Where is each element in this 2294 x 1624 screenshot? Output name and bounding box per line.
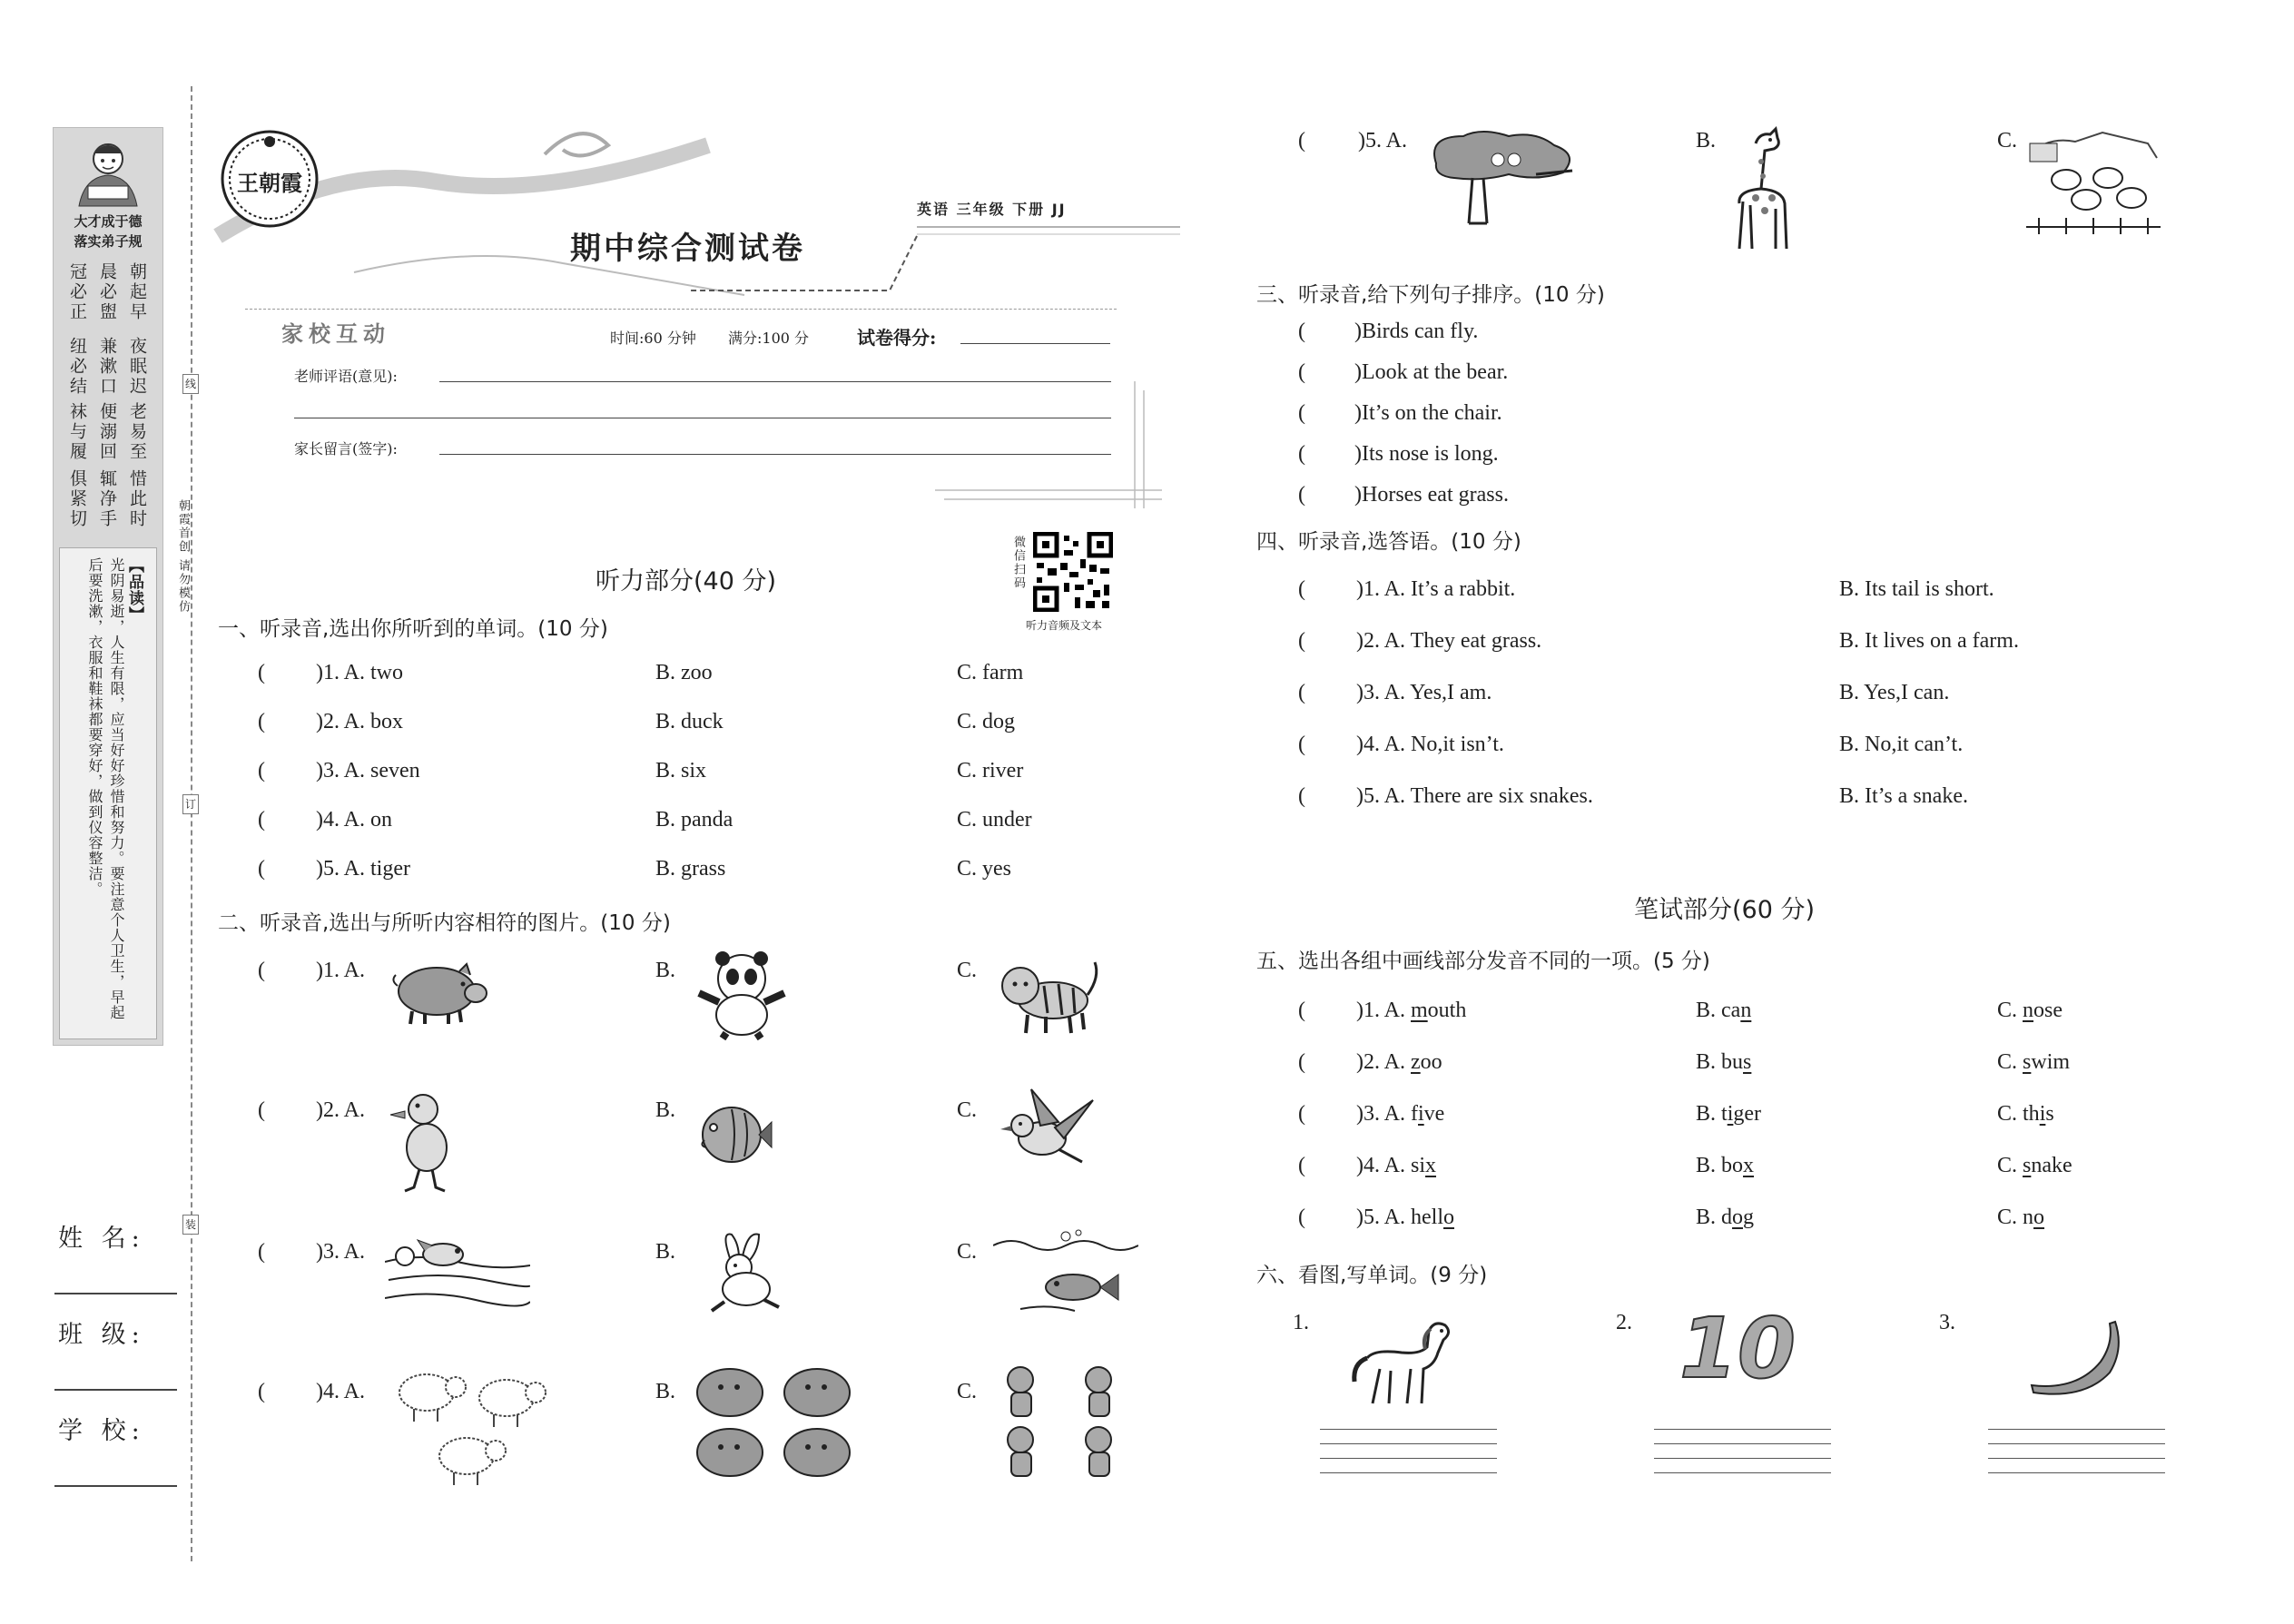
time-info: 时间:60 分钟 <box>610 330 696 347</box>
s1-q5-a[interactable]: )5. A. tiger <box>316 857 410 881</box>
score-field[interactable] <box>960 343 1110 344</box>
s5-q2-b[interactable]: B. bus <box>1696 1050 1752 1074</box>
cut-line <box>191 86 192 1561</box>
s2-q4-b[interactable]: B. <box>655 1380 676 1403</box>
s3-item[interactable]: )Look at the bear. <box>1354 360 1509 384</box>
giraffe-icon[interactable] <box>1719 125 1801 252</box>
brand-name: 王朝霞 <box>237 170 302 196</box>
s5-q2-a[interactable]: )2. A. zoo <box>1356 1050 1442 1074</box>
class-field[interactable] <box>54 1389 177 1391</box>
bird-icon[interactable] <box>995 1086 1095 1173</box>
s4-q3-a[interactable]: )3. A. Yes,I am. <box>1356 681 1492 704</box>
paren-open: ( <box>1298 629 1305 653</box>
answer-line[interactable] <box>1320 1472 1497 1473</box>
birds-in-tree-icon[interactable] <box>1427 127 1581 227</box>
four-monkeys-icon[interactable] <box>997 1360 1124 1483</box>
paren-open: ( <box>1298 999 1305 1022</box>
answer-line[interactable] <box>1988 1429 2165 1430</box>
s1-q5-c[interactable]: C. yes <box>957 857 1011 881</box>
s1-q4-c[interactable]: C. under <box>957 808 1032 832</box>
s1-q4-a[interactable]: )4. A. on <box>316 808 392 832</box>
tiger-icon[interactable] <box>993 950 1102 1037</box>
home-school-badge: 家校互动 <box>281 321 390 347</box>
swimming-dog-icon[interactable] <box>385 1235 530 1313</box>
answer-line[interactable] <box>1988 1443 2165 1444</box>
score-label: 试卷得分: <box>857 327 937 349</box>
paren-open: ( <box>258 1240 265 1264</box>
reading-label: 【品读】 <box>125 557 143 623</box>
paren-open: ( <box>1298 360 1305 384</box>
answer-line[interactable] <box>1320 1458 1497 1459</box>
s1-q3-c[interactable]: C. river <box>957 759 1024 782</box>
s5-q1-c[interactable]: C. nose <box>1997 999 2063 1022</box>
s4-q1-b[interactable]: B. Its tail is short. <box>1839 577 1994 601</box>
s2-q5-a[interactable]: )5. A. <box>1358 129 1407 153</box>
s2-q5-b[interactable]: B. <box>1696 129 1717 153</box>
verse-col: 朝起早 <box>127 262 147 322</box>
verse-col: 俱紧切 <box>67 469 87 529</box>
s6-num: 3. <box>1939 1311 1955 1334</box>
s5-q3-a[interactable]: )3. A. five <box>1356 1102 1445 1126</box>
verse-col: 冠必正 <box>67 262 87 322</box>
s5-q3-b[interactable]: B. tiger <box>1696 1102 1762 1126</box>
s2-q2-a[interactable]: )2. A. <box>316 1098 365 1122</box>
verse-col: 惜此时 <box>127 469 147 529</box>
s5-q5-b[interactable]: B. dog <box>1696 1206 1755 1229</box>
cut-mark: 装 <box>182 1215 199 1235</box>
s6-num: 2. <box>1616 1311 1632 1334</box>
s2-q4-a[interactable]: )4. A. <box>316 1380 365 1403</box>
answer-line[interactable] <box>1654 1443 1831 1444</box>
answer-line[interactable] <box>1654 1458 1831 1459</box>
reading-text: 光阴易逝，人生有限，应当好好珍惜和努力。要注意个人卫生，早起后要洗漱，衣服和鞋袜都要穿好，做到仪容整洁。 <box>86 557 125 1020</box>
class-label: 班 级: <box>58 1321 145 1349</box>
answer-line[interactable] <box>1988 1472 2165 1473</box>
s3-item[interactable]: )Its nose is long. <box>1354 442 1499 466</box>
s1-q2-b[interactable]: B. duck <box>655 710 724 733</box>
reading-box <box>59 547 157 1039</box>
s5-q5-c[interactable]: C. no <box>1997 1206 2045 1229</box>
answer-line[interactable] <box>1320 1429 1497 1430</box>
verse-col: 兼漱口 <box>97 337 117 397</box>
paren-open: ( <box>1298 483 1305 507</box>
scholar-icon <box>66 135 150 208</box>
answer-line[interactable] <box>1988 1458 2165 1459</box>
verse-col: 晨必盥 <box>97 262 117 322</box>
s4-q4-a[interactable]: )4. A. No,it isn’t. <box>1356 733 1504 756</box>
verse-col: 老易至 <box>127 402 147 462</box>
s1-q5-b[interactable]: B. grass <box>655 857 726 881</box>
teacher-comment-label: 老师评语(意见): <box>294 368 398 385</box>
copyright-note: 朝霞首创 请勿模仿 <box>176 499 190 615</box>
s4-q5-b[interactable]: B. It’s a snake. <box>1839 784 1968 808</box>
verse-col: 夜眠迟 <box>127 337 147 397</box>
divider <box>245 309 1117 313</box>
s5-q4-c[interactable]: C. snake <box>1997 1154 2072 1177</box>
qr-side-label: 微信扫码 <box>1011 536 1025 590</box>
four-bears-icon[interactable] <box>694 1362 866 1483</box>
answer-line[interactable] <box>1320 1443 1497 1444</box>
s3-item[interactable]: )Birds can fly. <box>1354 320 1479 343</box>
paren-open: ( <box>1298 401 1305 425</box>
section-5-title: 五、选出各组中画线部分发音不同的一项。(5 分) <box>1256 950 1710 973</box>
s3-item[interactable]: )Horses eat grass. <box>1354 483 1509 507</box>
section-6-title: 六、看图,写单词。(9 分) <box>1256 1264 1488 1287</box>
banana-icon <box>2023 1316 2122 1398</box>
s5-q5-a[interactable]: )5. A. hello <box>1356 1206 1454 1229</box>
paren-open: ( <box>258 857 265 881</box>
course-meta: 英语 三年级 下册 JJ <box>917 201 1067 218</box>
paren-open: ( <box>1298 784 1305 808</box>
s2-q4-c[interactable]: C. <box>957 1380 978 1403</box>
s2-q2-c[interactable]: C. <box>957 1098 978 1122</box>
s5-q4-a[interactable]: )4. A. six <box>1356 1154 1437 1177</box>
paren-open: ( <box>258 959 265 982</box>
s4-q2-a[interactable]: )2. A. They eat grass. <box>1356 629 1542 653</box>
paren-open: ( <box>1298 577 1305 601</box>
section-4-title: 四、听录音,选答语。(10 分) <box>1256 530 1521 554</box>
cut-mark: 订 <box>182 794 199 814</box>
s1-q4-b[interactable]: B. panda <box>655 808 733 832</box>
writing-title: 笔试部分(60 分) <box>1634 896 1816 924</box>
fish-in-water-icon[interactable] <box>993 1227 1138 1318</box>
horse-icon <box>1347 1313 1456 1412</box>
paren-open: ( <box>1298 129 1305 153</box>
duck-icon[interactable] <box>387 1089 459 1196</box>
verse-col: 便溺回 <box>97 402 117 462</box>
s2-q1-b[interactable]: B. <box>655 959 676 982</box>
qr-code-icon[interactable] <box>1033 532 1113 612</box>
corner-decoration <box>917 381 1162 517</box>
s2-q3-c[interactable]: C. <box>957 1240 978 1264</box>
paren-open: ( <box>1298 320 1305 343</box>
paren-open: ( <box>1298 1102 1305 1126</box>
verse-col: 纽必结 <box>67 337 87 397</box>
paren-open: ( <box>258 661 265 684</box>
school-field[interactable] <box>54 1485 177 1487</box>
listening-title: 听力部分(40 分) <box>596 567 777 595</box>
s1-q2-c[interactable]: C. dog <box>957 710 1016 733</box>
s5-q1-b[interactable]: B. can <box>1696 999 1752 1022</box>
school-label: 学 校: <box>58 1417 145 1445</box>
s6-num: 1. <box>1293 1311 1309 1334</box>
motto-line1: 大才成于德 <box>74 213 143 230</box>
verse-col: 袜与履 <box>67 402 87 462</box>
s4-q2-b[interactable]: B. It lives on a farm. <box>1839 629 2019 653</box>
cut-mark: 线 <box>182 374 199 394</box>
page-title: 期中综合测试卷 <box>570 231 805 267</box>
section-2-title: 二、听录音,选出与所听内容相符的图片。(10 分) <box>218 911 671 935</box>
sidebar-strip <box>53 127 163 1046</box>
s1-q2-a[interactable]: )2. A. box <box>316 710 403 733</box>
motto-line2: 落实弟子规 <box>74 233 143 250</box>
s1-q3-a[interactable]: )3. A. seven <box>316 759 420 782</box>
qr-caption: 听力音频及文本 <box>1026 619 1103 632</box>
s1-q1-c[interactable]: C. farm <box>957 661 1024 684</box>
paren-open: ( <box>1298 1206 1305 1229</box>
s5-q4-b[interactable]: B. box <box>1696 1154 1755 1177</box>
number-ten-icon: 10 <box>1679 1300 1797 1397</box>
paren-open: ( <box>258 1380 265 1403</box>
pig-icon[interactable] <box>387 953 496 1026</box>
s1-q1-b[interactable]: B. zoo <box>655 661 713 684</box>
answer-line[interactable] <box>1654 1472 1831 1473</box>
s5-q3-c[interactable]: C. this <box>1997 1102 2054 1126</box>
paren-open: ( <box>1298 1050 1305 1074</box>
full-score-info: 满分:100 分 <box>728 330 810 347</box>
paren-open: ( <box>1298 1154 1305 1177</box>
rabbit-icon[interactable] <box>694 1231 784 1313</box>
s4-q5-a[interactable]: )5. A. There are six snakes. <box>1356 784 1593 808</box>
name-field[interactable] <box>54 1293 177 1294</box>
paren-open: ( <box>1298 442 1305 466</box>
farm-sheep-icon[interactable] <box>2021 127 2166 236</box>
s2-q3-a[interactable]: )3. A. <box>316 1240 365 1264</box>
panda-icon[interactable] <box>692 950 792 1040</box>
s3-item[interactable]: )It’s on the chair. <box>1354 401 1502 425</box>
section-3-title: 三、听录音,给下列句子排序。(10 分) <box>1256 283 1605 307</box>
paren-open: ( <box>258 1098 265 1122</box>
paren-open: ( <box>1298 733 1305 756</box>
verse-col: 辄净手 <box>97 469 117 529</box>
s2-q1-c[interactable]: C. <box>957 959 978 982</box>
paren-open: ( <box>258 710 265 733</box>
parent-message-label: 家长留言(签字): <box>294 440 398 458</box>
s2-q5-c[interactable]: C. <box>1997 129 2018 153</box>
s5-q1-a[interactable]: )1. A. mouth <box>1356 999 1467 1022</box>
paren-open: ( <box>258 759 265 782</box>
three-sheep-icon[interactable] <box>389 1362 561 1489</box>
s2-q1-a[interactable]: )1. A. <box>316 959 365 982</box>
s1-q3-b[interactable]: B. six <box>655 759 707 782</box>
fish-icon[interactable] <box>692 1091 773 1178</box>
paren-open: ( <box>1298 681 1305 704</box>
s2-q3-b[interactable]: B. <box>655 1240 676 1264</box>
s4-q4-b[interactable]: B. No,it can’t. <box>1839 733 1964 756</box>
s1-q1-a[interactable]: )1. A. two <box>316 661 403 684</box>
s2-q2-b[interactable]: B. <box>655 1098 676 1122</box>
name-label: 姓 名: <box>58 1225 145 1253</box>
s4-q1-a[interactable]: )1. A. It’s a rabbit. <box>1356 577 1516 601</box>
s4-q3-b[interactable]: B. Yes,I can. <box>1839 681 1950 704</box>
s5-q2-c[interactable]: C. swim <box>1997 1050 2071 1074</box>
answer-line[interactable] <box>1654 1429 1831 1430</box>
section-1-title: 一、听录音,选出你所听到的单词。(10 分) <box>218 617 608 641</box>
paren-open: ( <box>258 808 265 832</box>
